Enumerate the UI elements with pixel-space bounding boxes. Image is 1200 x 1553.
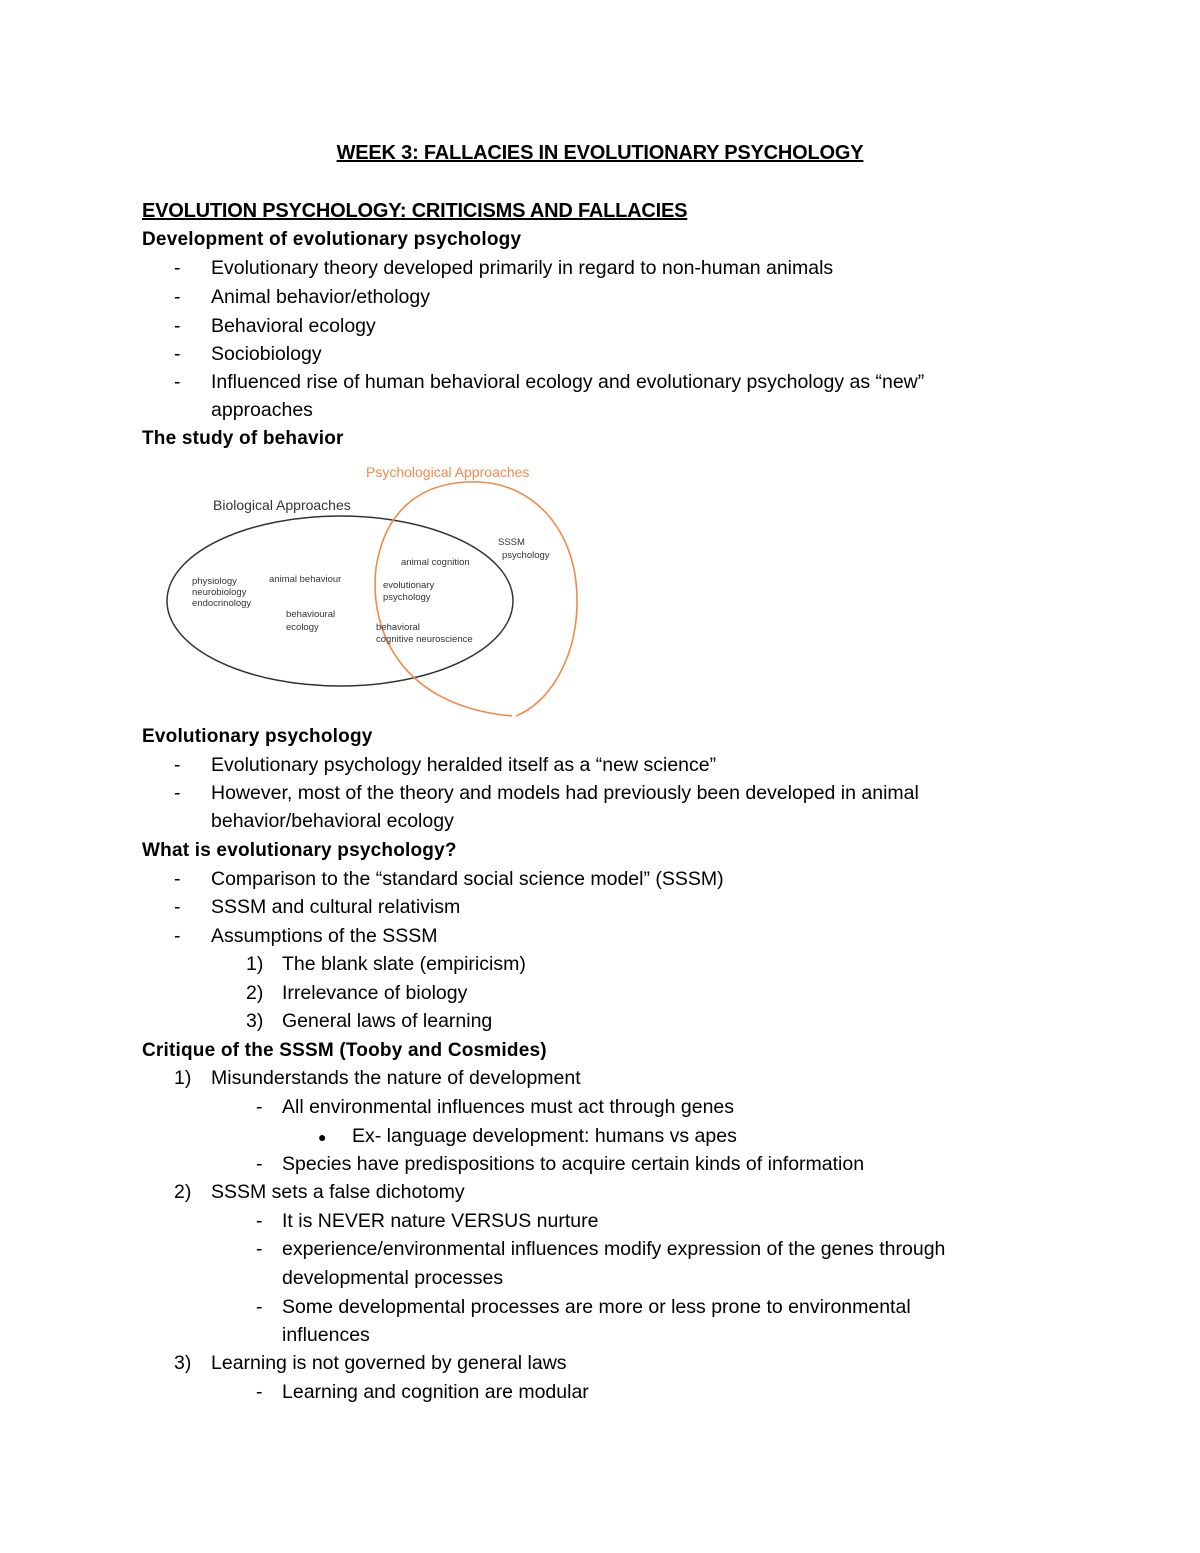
numbered-item: SSSM sets a false dichotomy bbox=[211, 1181, 465, 1203]
list-number: 2) bbox=[246, 982, 264, 1004]
list-dash: - bbox=[256, 1210, 263, 1232]
list-dash: - bbox=[174, 782, 181, 804]
behavioral-neuroscience-label-2: cognitive neuroscience bbox=[376, 634, 473, 645]
list-item: Sociobiology bbox=[211, 343, 322, 365]
list-item: Ex- language development: humans vs apes bbox=[352, 1125, 737, 1147]
page-title: WEEK 3: FALLACIES IN EVOLUTIONARY PSYCHOLOGY bbox=[336, 142, 864, 164]
study-heading: The study of behavior bbox=[142, 428, 344, 449]
list-number: 1) bbox=[246, 953, 264, 975]
list-item: Comparison to the “standard social science model” (SSSM) bbox=[211, 868, 724, 890]
list-item: Evolutionary psychology heralded itself as a “new science” bbox=[211, 754, 717, 776]
behavioral-neuroscience-label: behavioral bbox=[376, 622, 420, 633]
development-heading: Development of evolutionary psychology bbox=[142, 229, 522, 250]
list-dash: - bbox=[256, 1096, 263, 1118]
list-dash: - bbox=[174, 286, 181, 308]
physiology-label: physiology bbox=[192, 576, 237, 587]
sssm-label: SSSM bbox=[498, 537, 525, 548]
list-item: Animal behavior/ethology bbox=[211, 286, 430, 308]
list-dash: - bbox=[256, 1296, 263, 1318]
list-dash: - bbox=[174, 896, 181, 918]
list-dash: - bbox=[174, 315, 181, 337]
list-item-continuation: approaches bbox=[211, 399, 313, 421]
numbered-item: The blank slate (empiricism) bbox=[282, 953, 526, 975]
list-item: Evolutionary theory developed primarily in regard to non-human animals bbox=[211, 257, 834, 279]
animal-cognition-label: animal cognition bbox=[401, 557, 470, 568]
list-item: However, most of the theory and models had previously been developed in animal bbox=[211, 782, 919, 804]
list-item: Species have predispositions to acquire certain kinds of information bbox=[282, 1153, 865, 1175]
sssm-psychology-label: psychology bbox=[502, 550, 550, 561]
list-item: It is NEVER nature VERSUS nurture bbox=[282, 1210, 599, 1232]
endocrinology-label: endocrinology bbox=[192, 598, 252, 609]
list-dash: - bbox=[174, 343, 181, 365]
list-dash: - bbox=[256, 1153, 263, 1175]
evolutionary-psychology-label: evolutionary bbox=[383, 580, 435, 591]
psychological-approaches-label: Psychological Approaches bbox=[366, 464, 530, 480]
list-item-continuation: influences bbox=[282, 1324, 370, 1346]
numbered-item: Learning is not governed by general laws bbox=[211, 1352, 567, 1374]
animal-behaviour-label: animal behaviour bbox=[269, 574, 342, 585]
list-item-continuation: behavior/behavioral ecology bbox=[211, 810, 454, 832]
list-number: 2) bbox=[174, 1181, 192, 1203]
list-dash: - bbox=[256, 1238, 263, 1260]
biological-approaches-label: Biological Approaches bbox=[213, 497, 351, 513]
list-item: Learning and cognition are modular bbox=[282, 1381, 589, 1403]
list-item: Some developmental processes are more or less prone to environmental bbox=[282, 1296, 911, 1318]
critique-heading: Critique of the SSSM (Tooby and Cosmides) bbox=[142, 1040, 547, 1061]
list-dash: - bbox=[174, 868, 181, 890]
list-dash: - bbox=[174, 257, 181, 279]
numbered-item: General laws of learning bbox=[282, 1010, 493, 1032]
evolutionary-psychology-label-2: psychology bbox=[383, 592, 431, 603]
neurobiology-label: neurobiology bbox=[192, 587, 247, 598]
numbered-item: Irrelevance of biology bbox=[282, 982, 468, 1004]
list-dash: - bbox=[174, 754, 181, 776]
evo-psych-heading: Evolutionary psychology bbox=[142, 726, 373, 747]
list-item: Assumptions of the SSSM bbox=[211, 925, 438, 947]
list-item: SSSM and cultural relativism bbox=[211, 896, 461, 918]
list-item: experience/environmental influences modify expression of the genes through bbox=[282, 1238, 946, 1260]
list-item: Influenced rise of human behavioral ecology and evolutionary psychology as “new” bbox=[211, 371, 925, 393]
behavioural-ecology-label: behavioural bbox=[286, 609, 336, 620]
list-item: Behavioral ecology bbox=[211, 315, 376, 337]
behavioural-ecology-label-2: ecology bbox=[286, 622, 319, 633]
list-dash: - bbox=[174, 925, 181, 947]
what-is-heading: What is evolutionary psychology? bbox=[142, 840, 457, 861]
list-number: 3) bbox=[246, 1010, 264, 1032]
numbered-item: Misunderstands the nature of development bbox=[211, 1067, 581, 1089]
section-title: EVOLUTION PSYCHOLOGY: CRITICISMS AND FALLACIES bbox=[142, 200, 688, 222]
bullet-icon: ● bbox=[318, 1129, 327, 1145]
list-item-continuation: developmental processes bbox=[282, 1267, 504, 1289]
list-number: 3) bbox=[174, 1352, 192, 1374]
list-item: All environmental influences must act through genes bbox=[282, 1096, 735, 1118]
venn-diagram bbox=[164, 458, 584, 720]
list-number: 1) bbox=[174, 1067, 192, 1089]
list-dash: - bbox=[256, 1381, 263, 1403]
list-dash: - bbox=[174, 371, 181, 393]
